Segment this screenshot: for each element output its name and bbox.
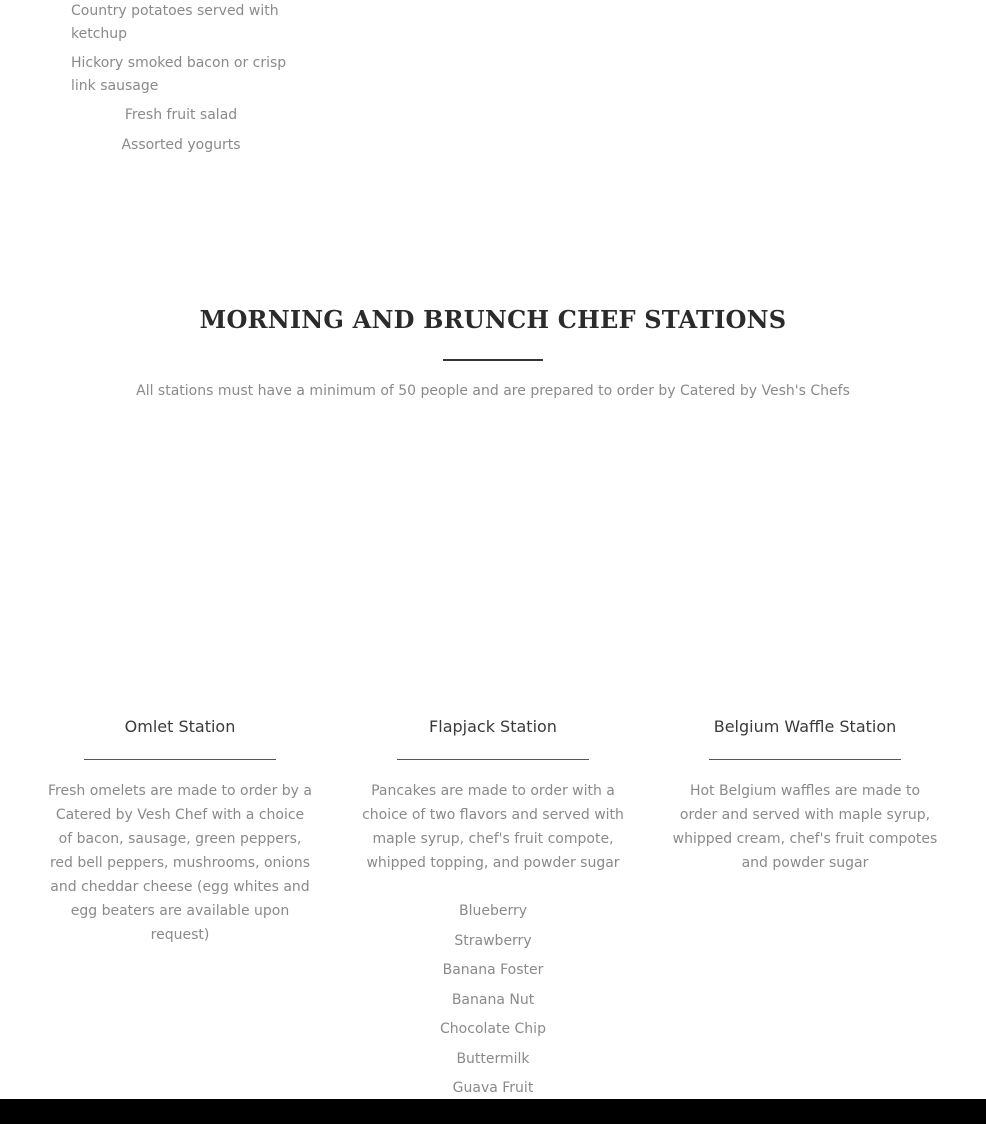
station-description: Hot Belgium waffles are made to order and served with maple syrup, whipped cream, chef's fruit compotes and powder sugar <box>672 783 938 871</box>
list-item: Assorted yogurts <box>121 137 241 153</box>
list-item: Blueberry <box>458 903 528 919</box>
station-description: Pancakes are made to order with a choice of two flavors and served with maple syrup, chef's fruit compote, whipped topping, and powder sugar <box>362 783 624 871</box>
list-item: Hickory smoked bacon or crisp link sausage <box>71 55 287 94</box>
list-item: Banana Nut <box>451 991 535 1008</box>
station-divider <box>84 759 276 760</box>
station-belgium-waffle <box>670 717 940 875</box>
station-omlet <box>45 717 315 947</box>
breakfast-item-list <box>71 0 291 163</box>
list-item: Banana Foster <box>442 962 544 978</box>
section-subtitle: All stations must have a minimum of 50 people and are prepared to order by Catered by Vesh's Chefs <box>136 383 850 399</box>
list-item: Guava Fruit <box>452 1080 534 1096</box>
station-divider <box>709 759 901 760</box>
list-item: Buttermilk <box>456 1050 530 1067</box>
list-item: Strawberry <box>454 932 532 949</box>
footer-bar <box>0 1099 986 1124</box>
station-description: Fresh omelets are made to order by a Catered by Vesh Chef with a choice of bacon, sausage, green peppers, red bell peppers, mushrooms, onions and cheddar cheese (egg whites and egg beaters are available upon request) <box>47 783 312 943</box>
station-divider <box>397 759 589 760</box>
title-divider <box>443 359 543 361</box>
section-title: MORNING AND BRUNCH CHEF STATIONS <box>199 305 787 334</box>
station-flapjack <box>358 717 628 1106</box>
station-name: Flapjack Station <box>429 717 557 736</box>
list-item: Country potatoes served with ketchup <box>71 3 279 42</box>
station-name: Omlet Station <box>124 717 236 736</box>
flavor-list <box>358 899 628 1106</box>
list-item: Chocolate Chip <box>440 1021 546 1037</box>
list-item: Fresh fruit salad <box>124 107 238 123</box>
station-name: Belgium Waffle Station <box>713 717 897 736</box>
